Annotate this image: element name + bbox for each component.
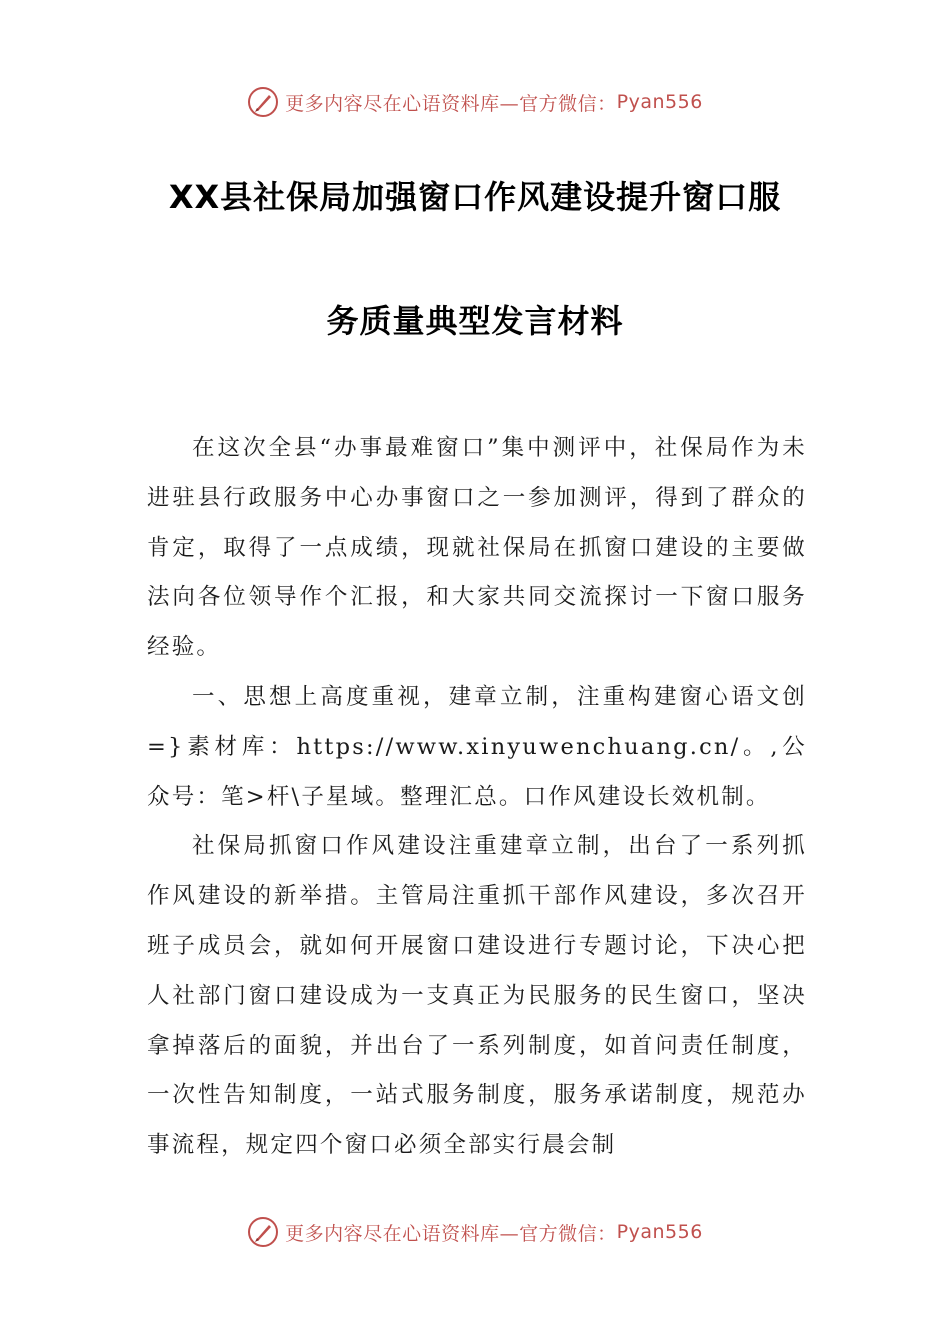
watermark-text: 更多内容尽在心语资料库—官方微信： — [285, 92, 617, 115]
paragraph: 社保局抓窗口作风建设注重建章立制，出台了一系列抓作风建设的新举措。主管局注重抓干部作风建设，多次召开班子成员会，就如何开展窗口建设进行专题讨论，下决心把人社部门窗口建设成为一支真正为民服务的民生窗口，坚决拿掉落后的面貌，并出台了一系列制度，如首问责任制度，一次性告知制度，一站式服务制度，服务承诺制度，规范办事流程，规定四个窗口必须全部实行晨会制 — [147, 833, 807, 1159]
footer-watermark — [0, 1212, 950, 1252]
document-title-line2: 务质量典型发言材料 — [326, 302, 624, 340]
header-watermark — [0, 82, 950, 122]
quill-logo-icon — [247, 86, 279, 118]
paragraph: 在这次全县“办事最难窗口”集中测评中，社保局作为未进驻县行政服务中心办事窗口之一参加测评，得到了群众的肯定，取得了一点成绩，现就社保局在抓窗口建设的主要做法向各位领导作个汇报，和大家共同交流探讨一下窗口服务经验。 — [147, 435, 807, 661]
watermark-id: Pyan556 — [616, 1221, 703, 1243]
paragraph: 一、思想上高度重视，建章立制，注重构建窗心语文创=}素材库：https://www.xinyuwenchuang.cn/。,公众号：笔>杆\子星域。整理汇总。口作风建设长效机制。 — [147, 683, 807, 810]
document-body — [147, 424, 807, 1171]
watermark-id: Pyan556 — [616, 91, 703, 113]
quill-logo-icon — [247, 1216, 279, 1248]
watermark-text: 更多内容尽在心语资料库—官方微信： — [285, 1222, 617, 1245]
document-title-line1: XX县社保局加强窗口作风建设提升窗口服 — [168, 178, 782, 216]
